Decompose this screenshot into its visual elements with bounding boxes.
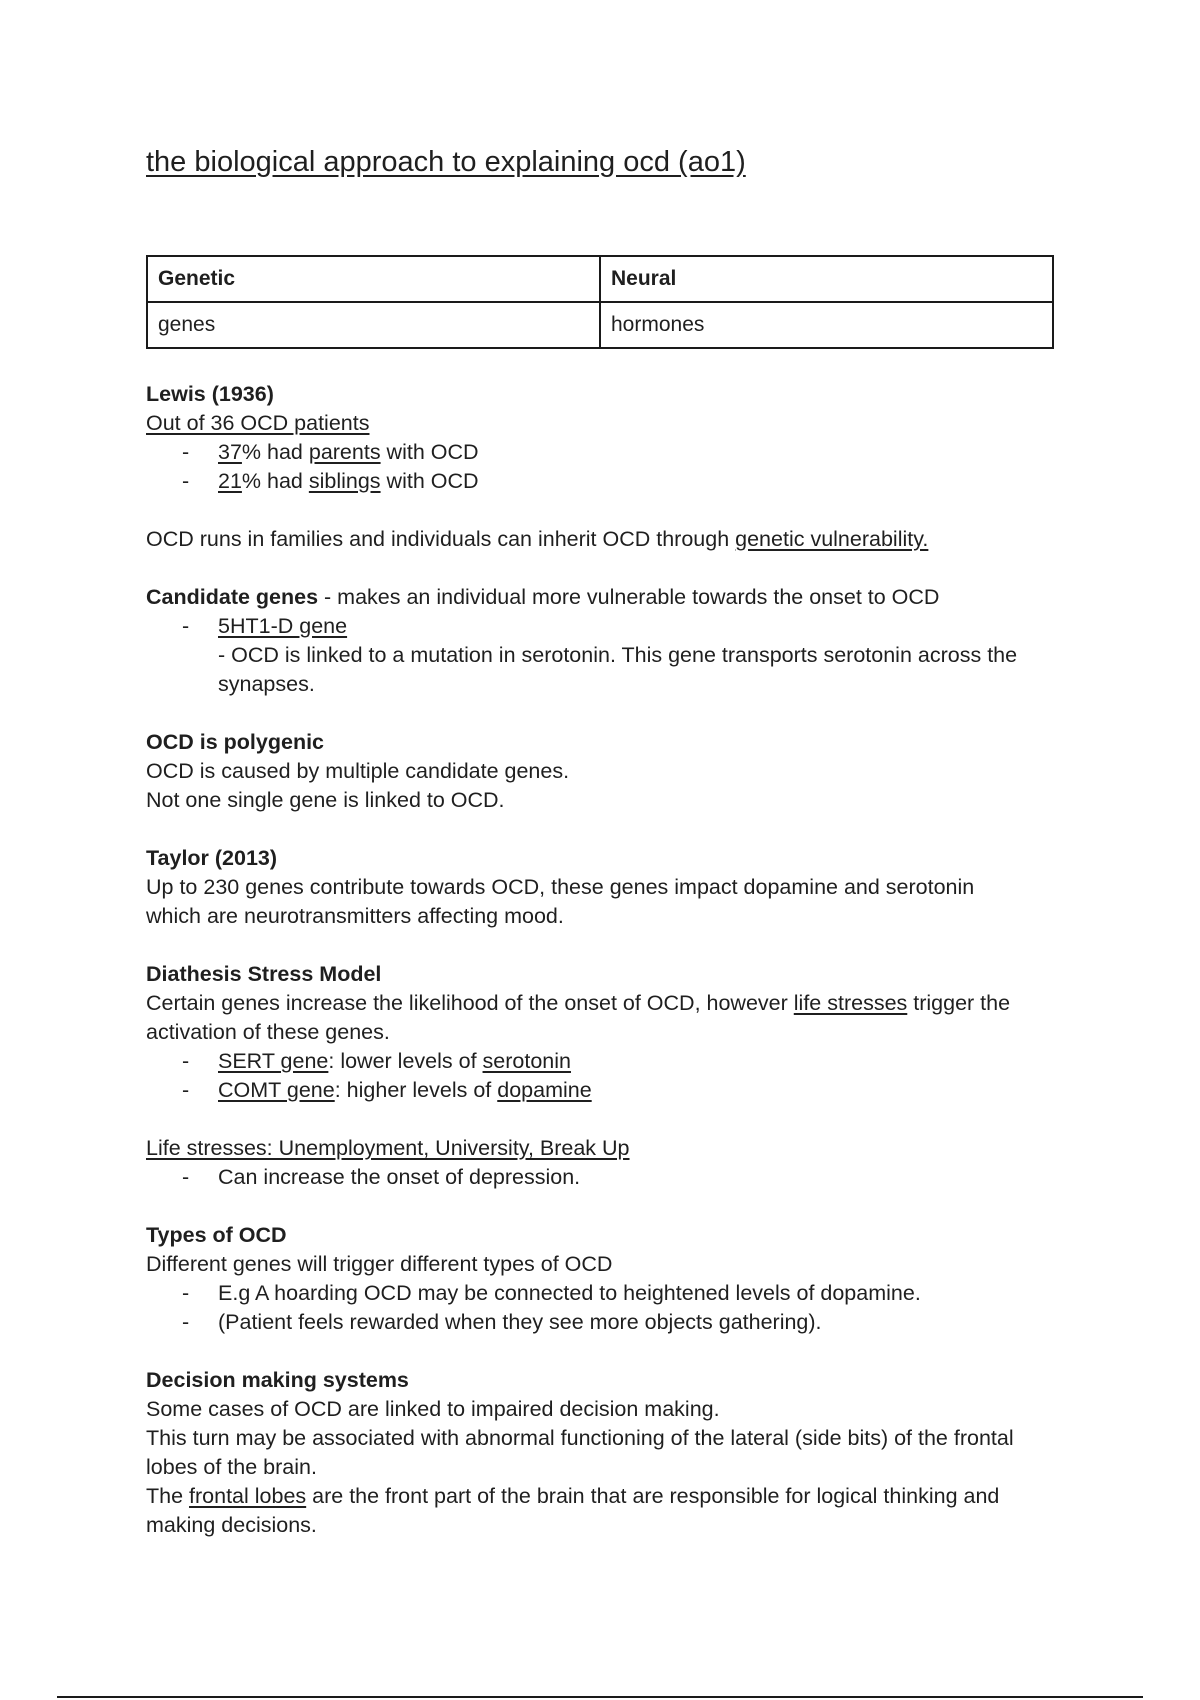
table-header-row	[147, 256, 1053, 302]
diathesis-line2: activation of these genes.	[146, 1020, 390, 1044]
table-cell-genes: genes	[147, 302, 600, 348]
lewis-heading: Lewis (1936)	[146, 382, 274, 406]
candidate-detail-line2: synapses.	[218, 672, 315, 696]
list-item: - (Patient feels rewarded when they see more objects gathering).	[182, 1310, 822, 1334]
diathesis-heading: Diathesis Stress Model	[146, 962, 382, 986]
table-header-neural: Neural	[600, 256, 1053, 302]
list-item: - 37% had parents with OCD	[182, 440, 479, 464]
polygenic-line2: Not one single gene is linked to OCD.	[146, 788, 505, 812]
decision-line1: Some cases of OCD are linked to impaired decision making.	[146, 1397, 720, 1421]
polygenic-line1: OCD is caused by multiple candidate genes.	[146, 759, 570, 783]
table-row	[147, 302, 1053, 348]
candidate-genes-paragraph: Candidate genes - makes an individual more vulnerable towards the onset to OCD	[146, 585, 940, 609]
decision-line4: The frontal lobes are the front part of the brain that are responsible for logical thinking and	[146, 1484, 1000, 1508]
types-heading: Types of OCD	[146, 1223, 287, 1247]
genetic-neural-table	[146, 255, 1054, 349]
taylor-line2: which are neurotransmitters affecting mood.	[146, 904, 564, 928]
decision-line5: making decisions.	[146, 1513, 317, 1537]
table-header-genetic: Genetic	[147, 256, 600, 302]
families-paragraph: OCD runs in families and individuals can inherit OCD through genetic vulnerability.	[146, 527, 929, 551]
polygenic-heading: OCD is polygenic	[146, 730, 325, 754]
table-cell-hormones: hormones	[600, 302, 1053, 348]
taylor-heading: Taylor (2013)	[146, 846, 278, 870]
decision-line3: lobes of the brain.	[146, 1455, 317, 1479]
list-item: - COMT gene: higher levels of dopamine	[182, 1078, 592, 1102]
list-item: - E.g A hoarding OCD may be connected to heightened levels of dopamine.	[182, 1281, 921, 1305]
types-line1: Different genes will trigger different types of OCD	[146, 1252, 613, 1276]
page-bottom-rule	[57, 1696, 1143, 1698]
list-item: - SERT gene: lower levels of serotonin	[182, 1049, 571, 1073]
diathesis-line1: Certain genes increase the likelihood of the onset of OCD, however life stresses trigger the	[146, 991, 1011, 1015]
candidate-detail-line1: - OCD is linked to a mutation in serotonin. This gene transports serotonin across the	[218, 643, 1018, 667]
lewis-subheading: Out of 36 OCD patients	[146, 411, 370, 435]
decision-line2: This turn may be associated with abnormal functioning of the lateral (side bits) of the frontal	[146, 1426, 1014, 1450]
list-item: - 21% had siblings with OCD	[182, 469, 479, 493]
decision-heading: Decision making systems	[146, 1368, 409, 1392]
page-title: the biological approach to explaining ocd (ao1)	[146, 146, 746, 178]
taylor-line1: Up to 230 genes contribute towards OCD, these genes impact dopamine and serotonin	[146, 875, 975, 899]
document-body	[146, 380, 1056, 1540]
list-item: - Can increase the onset of depression.	[182, 1165, 581, 1189]
list-item: - 5HT1-D gene	[182, 614, 348, 638]
life-stresses-heading: Life stresses: Unemployment, University, Break Up	[146, 1136, 630, 1160]
